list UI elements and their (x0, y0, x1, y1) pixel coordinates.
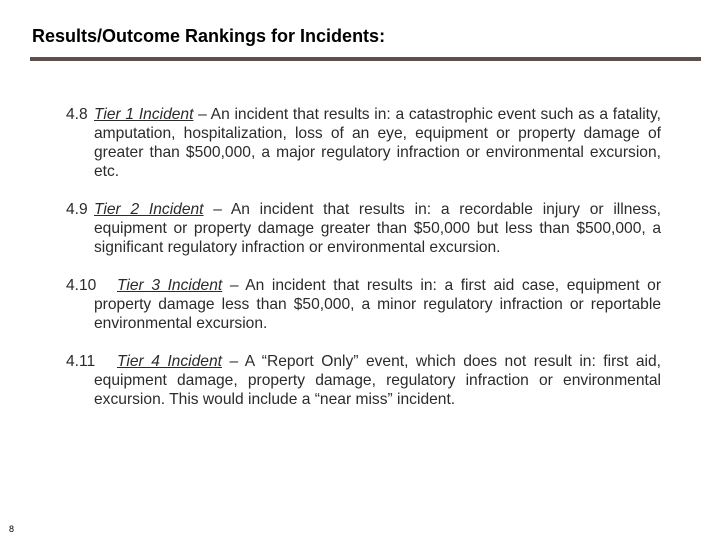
page-number: 8 (9, 524, 15, 534)
tier-label: Tier 4 Incident (117, 353, 222, 370)
title-divider (30, 57, 701, 61)
item-number: 4.11 (66, 353, 96, 370)
page-title: Results/Outcome Rankings for Incidents: (32, 26, 386, 46)
item-number: 4.8 (66, 106, 88, 123)
tier-label: Tier 3 Incident (117, 277, 223, 294)
item-number: 4.9 (66, 201, 88, 218)
item-description: – An incident that results in: a catastrophic event such as a fatality, amputation, hospitalization, loss of an eye, equipment or property damage of greater than $500,000, a major regulatory infraction or environmental excursion, etc. (94, 106, 661, 180)
item-description: – An incident that results in: a first aid case, equipment or property damage less than $50,000, a minor regulatory infraction or reportable environmental excursion. (94, 277, 662, 332)
item-description: – An incident that results in: a recordable injury or illness, equipment or property damage greater than $50,000 but less than $500,000, a significant regulatory infraction or environmental excursion. (94, 201, 661, 256)
item-description: – A “Report Only” event, which does not result in: first aid, equipment damage, property damage, regulatory infraction or environmental excursion. This would include a “near miss” incident. (94, 353, 662, 408)
tier-label: Tier 2 Incident (94, 201, 204, 218)
list-item-4-8 (66, 105, 661, 181)
item-number: 4.10 (66, 277, 97, 294)
incident-rankings-list (66, 105, 661, 428)
list-item-4-9 (66, 200, 661, 257)
list-item-4-11 (66, 352, 661, 409)
list-item-4-10 (66, 276, 661, 333)
tier-label: Tier 1 Incident (94, 106, 194, 123)
